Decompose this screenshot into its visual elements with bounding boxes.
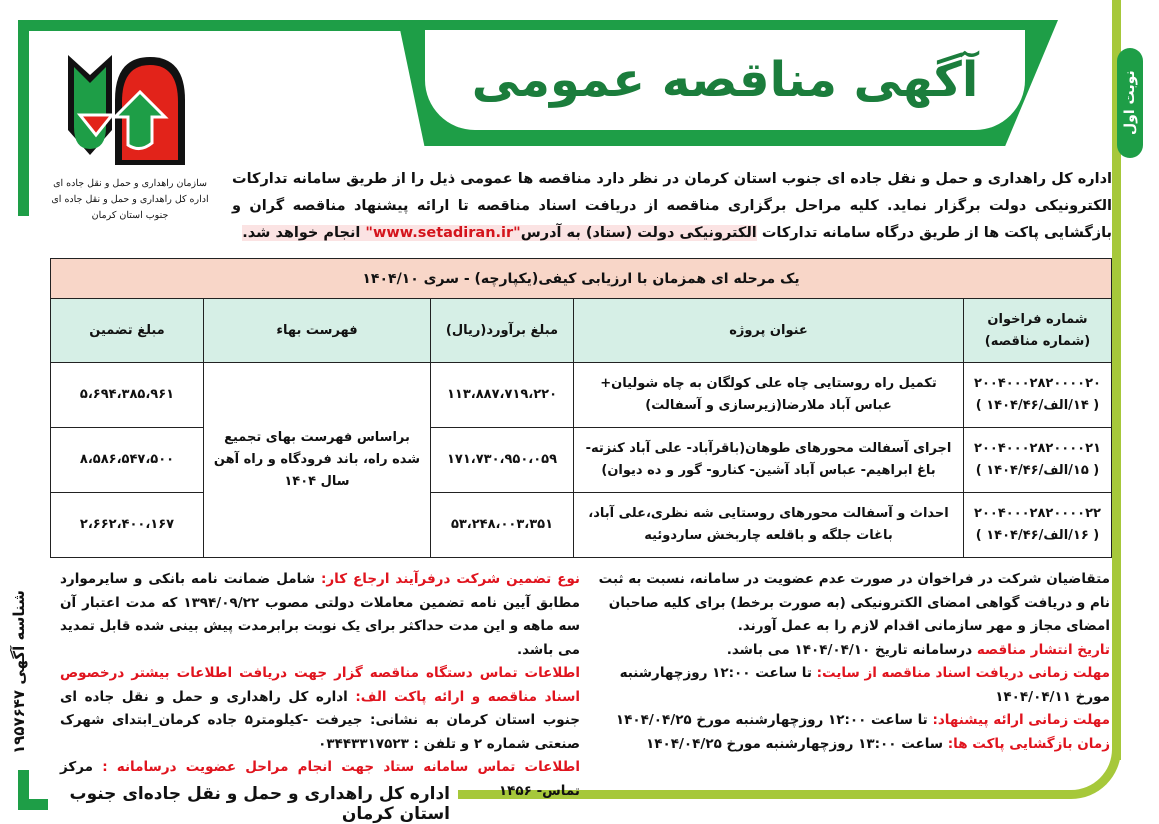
opening-time [595,733,1110,757]
tender-number: ( ۱۵/الف/۱۴۰۴/۴۶ ) [975,463,1100,478]
call-number: ۲۰۰۴۰۰۰۲۸۲۰۰۰۰۲۲ [974,506,1101,521]
call-number-cell [964,428,1112,493]
open-text: ساعت ۱۳:۰۰ روزچهارشنبه مورخ ۱۴۰۴/۰۴/۲۵ [646,735,948,752]
tender-number: ( ۱۴/الف/۱۴۰۴/۴۶ ) [975,398,1100,413]
call-number-cell [964,493,1112,558]
guarantee-label: نوع تضمین شرکت درفرآیند ارجاع کار: [320,571,580,587]
contact-label: اطلاعات تماس دستگاه مناقصه گزار جهت دریافت اطلاعات بیشتر درخصوص اسناد مناقصه و ارائه پاکت الف: [60,665,580,705]
guarantee-note [60,568,580,662]
guarantee-cell: ۵،۶۹۴،۳۸۵،۹۶۱ [51,363,204,428]
call-number: ۲۰۰۴۰۰۰۲۸۲۰۰۰۰۲۱ [974,441,1101,456]
intro-text-hl: الکترونیکی دولت (ستاد) به آدرس [520,225,757,241]
intro-paragraph [232,166,1112,247]
offer-deadline [595,709,1110,733]
docs-text: تا ساعت ۱۲:۰۰ روزچهارشنبه مورخ ۱۴۰۴/۰۴/۱۱ [619,665,1110,705]
intro-text-end: انجام خواهد شد. [242,225,366,241]
header-guarantee: مبلغ تضمین [51,299,204,363]
open-label: زمان بازگشایی پاکت ها: [947,735,1110,752]
registration-note: متقاضیان شرکت در فراخوان در صورت عدم عضویت در سامانه، نسبت به ثبت نام و دریافت گواهی امضای الکترونیکی (به صورت برخط) برای کلیه صاحبان امضای مجاز و مهر سازمانی اقدام لازم را به عمل آورند. [598,571,1110,634]
project-cell: اجرای آسفالت محورهای طوهان(باقرآباد- علی آباد کنزته- باغ ابراهیم- عباس آباد آشین- کنارو- گور و ده دیوان) [574,428,964,493]
offer-label: مهلت زمانی ارائه پیشنهاد: [932,712,1110,728]
round-badge: نوبت اول [1117,48,1143,158]
intro-text: اداره کل راهداری و حمل و نقل جاده ای جنوب استان کرمان در نظر دارد مناقصه ها عمومی ذیل را از طریق سامانه تدارکات الکترونیکی دولت برگزار نماید. کلیه مراحل برگزاری مناقصه از دریافت اسناد مناقصه تا ارائه پیشنهاد مناقصه گران و بازگشایی پاکت ها از طریق درگاه سامانه تدارکات [232,171,1112,241]
guarantee-cell: ۸،۵۸۶،۵۴۷،۵۰۰ [51,428,204,493]
logo-caption-line: اداره کل راهداری و حمل و نقل جاده ای جنوب استان کرمان [51,194,209,221]
project-cell: احداث و آسفالت محورهای روستایی شه نظری،علی آباد، باغات جلگه و باقلعه چاربخش ساردوئیه [574,493,964,558]
table-caption: یک مرحله ای همزمان با ارزیابی کیفی(یکپارچه) - سری ۱۴۰۴/۱۰ [51,259,1112,299]
tender-number: ( ۱۶/الف/۱۴۰۴/۴۶ ) [975,528,1100,543]
guarantee-text: شامل ضمانت نامه بانکی و سایرموارد مطابق آیین نامه تضمین معاملات دولتی مصوب ۱۳۹۴/۰۹/۲۲ که مدت اعتبار آن سه ماهه و این مدت حداکثر برای یک نوبت برابرمدت پیش بینی شده قابل تمدید می باشد. [60,571,580,658]
logo-caption [40,176,220,224]
estimate-cell: ۱۷۱،۷۳۰،۹۵۰،۰۵۹ [431,428,574,493]
price-list-cell: براساس فهرست بهای تجمیع شده راه، باند فرودگاه و راه آهن سال ۱۴۰۴ [204,363,431,558]
setad-text: مرکز تماس- ۱۴۵۶ [60,759,580,799]
estimate-cell: ۱۱۳،۸۸۷،۷۱۹،۲۲۰ [431,363,574,428]
frame-bottom-left-foot [18,799,48,810]
footer-organization: اداره کل راهداری و حمل و نقل جاده‌ای جنوب استان کرمان [69,784,450,824]
page-title: آگهی مناقصه عمومی [471,52,979,108]
table-row [51,363,1112,428]
estimate-cell: ۵۳،۲۴۸،۰۰۳،۳۵۱ [431,493,574,558]
contact-note [60,662,580,756]
offer-text: تا ساعت ۱۲:۰۰ روزچهارشنبه مورخ ۱۴۰۴/۰۴/۲۵ [615,712,933,728]
publish-text: درسامانه تاریخ ۱۴۰۴/۰۴/۱۰ می باشد. [726,641,977,658]
setad-link[interactable]: "www.setadiran.ir" [365,225,521,241]
notes-left [60,568,580,803]
header-estimate: مبلغ برآورد(ریال) [431,299,574,363]
setad-label: اطلاعات تماس سامانه ستاد جهت انجام مراحل عضویت درسامانه : [102,759,580,775]
call-number-cell [964,363,1112,428]
docs-label: مهلت زمانی دریافت اسناد مناقصه از سایت: [816,665,1110,681]
header-project: عنوان پروژه [574,299,964,363]
docs-deadline [595,662,1110,709]
publish-label: تاریخ انتشار مناقصه [976,641,1110,658]
logo-caption-line: سازمان راهداری و حمل و نقل جاده ای [53,178,207,189]
publish-date [595,639,1110,663]
call-number: ۲۰۰۴۰۰۰۲۸۲۰۰۰۰۲۰ [974,376,1101,391]
title-box [425,30,1025,130]
contact-text: اداره کل راهداری و حمل و نقل جاده ای جنوب استان کرمان به نشانی: جیرفت -کیلومتر۵ جاده کرمان_ابتدای شهرک صنعتی شماره ۲ و تلفن : ۰۳۴۴۳۳۱۷۵۲۳ [60,688,580,752]
road-organization-logo-icon [60,45,190,170]
header-call-number: شماره فراخوان (شماره مناقصه) [964,299,1112,363]
project-cell: تکمیل راه روستایی چاه علی کولگان به چاه شولیان+ عباس آباد ملارضا(زیرسازی و آسفالت) [574,363,964,428]
frame-left [18,20,29,216]
header-price-list: فهرست بهاء [204,299,431,363]
tender-table [50,258,1112,558]
intro-highlight [242,225,757,241]
notes-right [595,568,1110,756]
ad-id: شناسه آگهی ۱۹۵۷۶۴۷ [10,590,28,755]
guarantee-cell: ۲،۶۶۲،۴۰۰،۱۶۷ [51,493,204,558]
